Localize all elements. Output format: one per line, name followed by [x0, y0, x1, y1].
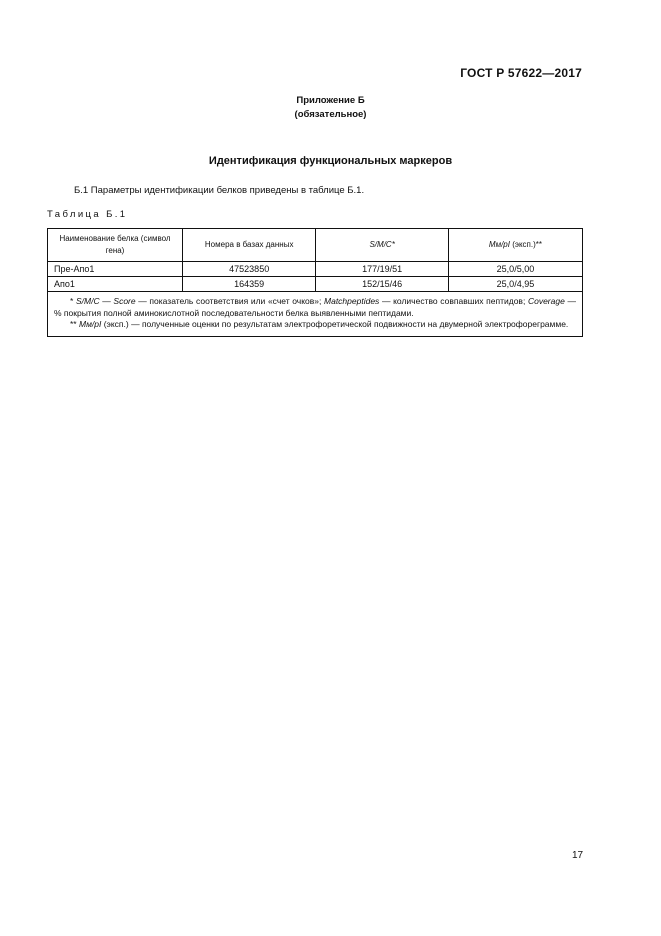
protein-parameters-table [47, 228, 583, 337]
appendix-title: Приложение Б [296, 95, 365, 106]
appendix-status: (обязательное) [294, 109, 367, 120]
note-2-marker: ** [70, 319, 79, 329]
table-caption: Таблица Б.1 [47, 209, 128, 220]
table-row [48, 262, 583, 277]
cell-protein-name: Апо1 [48, 277, 183, 292]
cell-mm-pi: 25,0/5,00 [448, 262, 582, 277]
body-paragraph: Б.1 Параметры идентификации белков приведены в таблице Б.1. [74, 185, 365, 196]
table-notes-row [48, 292, 583, 337]
header-smc-text: S/M/C* [369, 240, 395, 249]
header-db-number: Номера в базах данных [182, 229, 315, 262]
appendix-heading [0, 94, 661, 122]
note-1-term-smc: S/M/C [75, 296, 100, 306]
header-protein-name: Наименование белка (символ гена) [48, 229, 183, 262]
header-mm-pi [448, 229, 582, 262]
note-1-term-coverage: Coverage [527, 296, 565, 306]
cell-db-number: 164359 [182, 277, 315, 292]
cell-db-number: 47523850 [182, 262, 315, 277]
table-notes [48, 292, 583, 337]
note-1-sep: — [99, 296, 114, 306]
table-row [48, 277, 583, 292]
note-1-term-score: Score [113, 296, 136, 306]
note-1-term-matchpeptides: Matchpeptides [324, 296, 380, 306]
note-1-text-2: — количество совпавших пептидов; [379, 296, 528, 306]
cell-mm-pi: 25,0/4,95 [448, 277, 582, 292]
header-mm-pi-rest: (эксп.)** [509, 240, 542, 249]
cell-protein-name: Пре-Апо1 [48, 262, 183, 277]
page-number: 17 [572, 850, 584, 861]
note-2 [54, 319, 576, 331]
section-title: Идентификация функциональных маркеров [208, 155, 453, 167]
header-smc [316, 229, 449, 262]
note-2-text-1: (эксп.) — полученные оценки по результатам электрофоретической подвижности на двумерной электрофореграмме. [101, 319, 569, 329]
note-1-marker: * [70, 296, 76, 306]
cell-smc: 152/15/46 [316, 277, 449, 292]
table-header-row [48, 229, 583, 262]
document-standard-id: ГОСТ Р 57622—2017 [460, 66, 582, 80]
note-1-text-3: — % покрытия полной аминокислотной последовательности белка выявленными пептидами. [54, 296, 576, 318]
header-mm-pi-italic: Мм/pI [488, 240, 510, 249]
note-1 [54, 296, 576, 319]
note-1-text-1: — показатель соответствия или «счет очков»; [135, 296, 325, 306]
cell-smc: 177/19/51 [316, 262, 449, 277]
note-2-term-mm-pi: Мм/pI [78, 319, 102, 329]
